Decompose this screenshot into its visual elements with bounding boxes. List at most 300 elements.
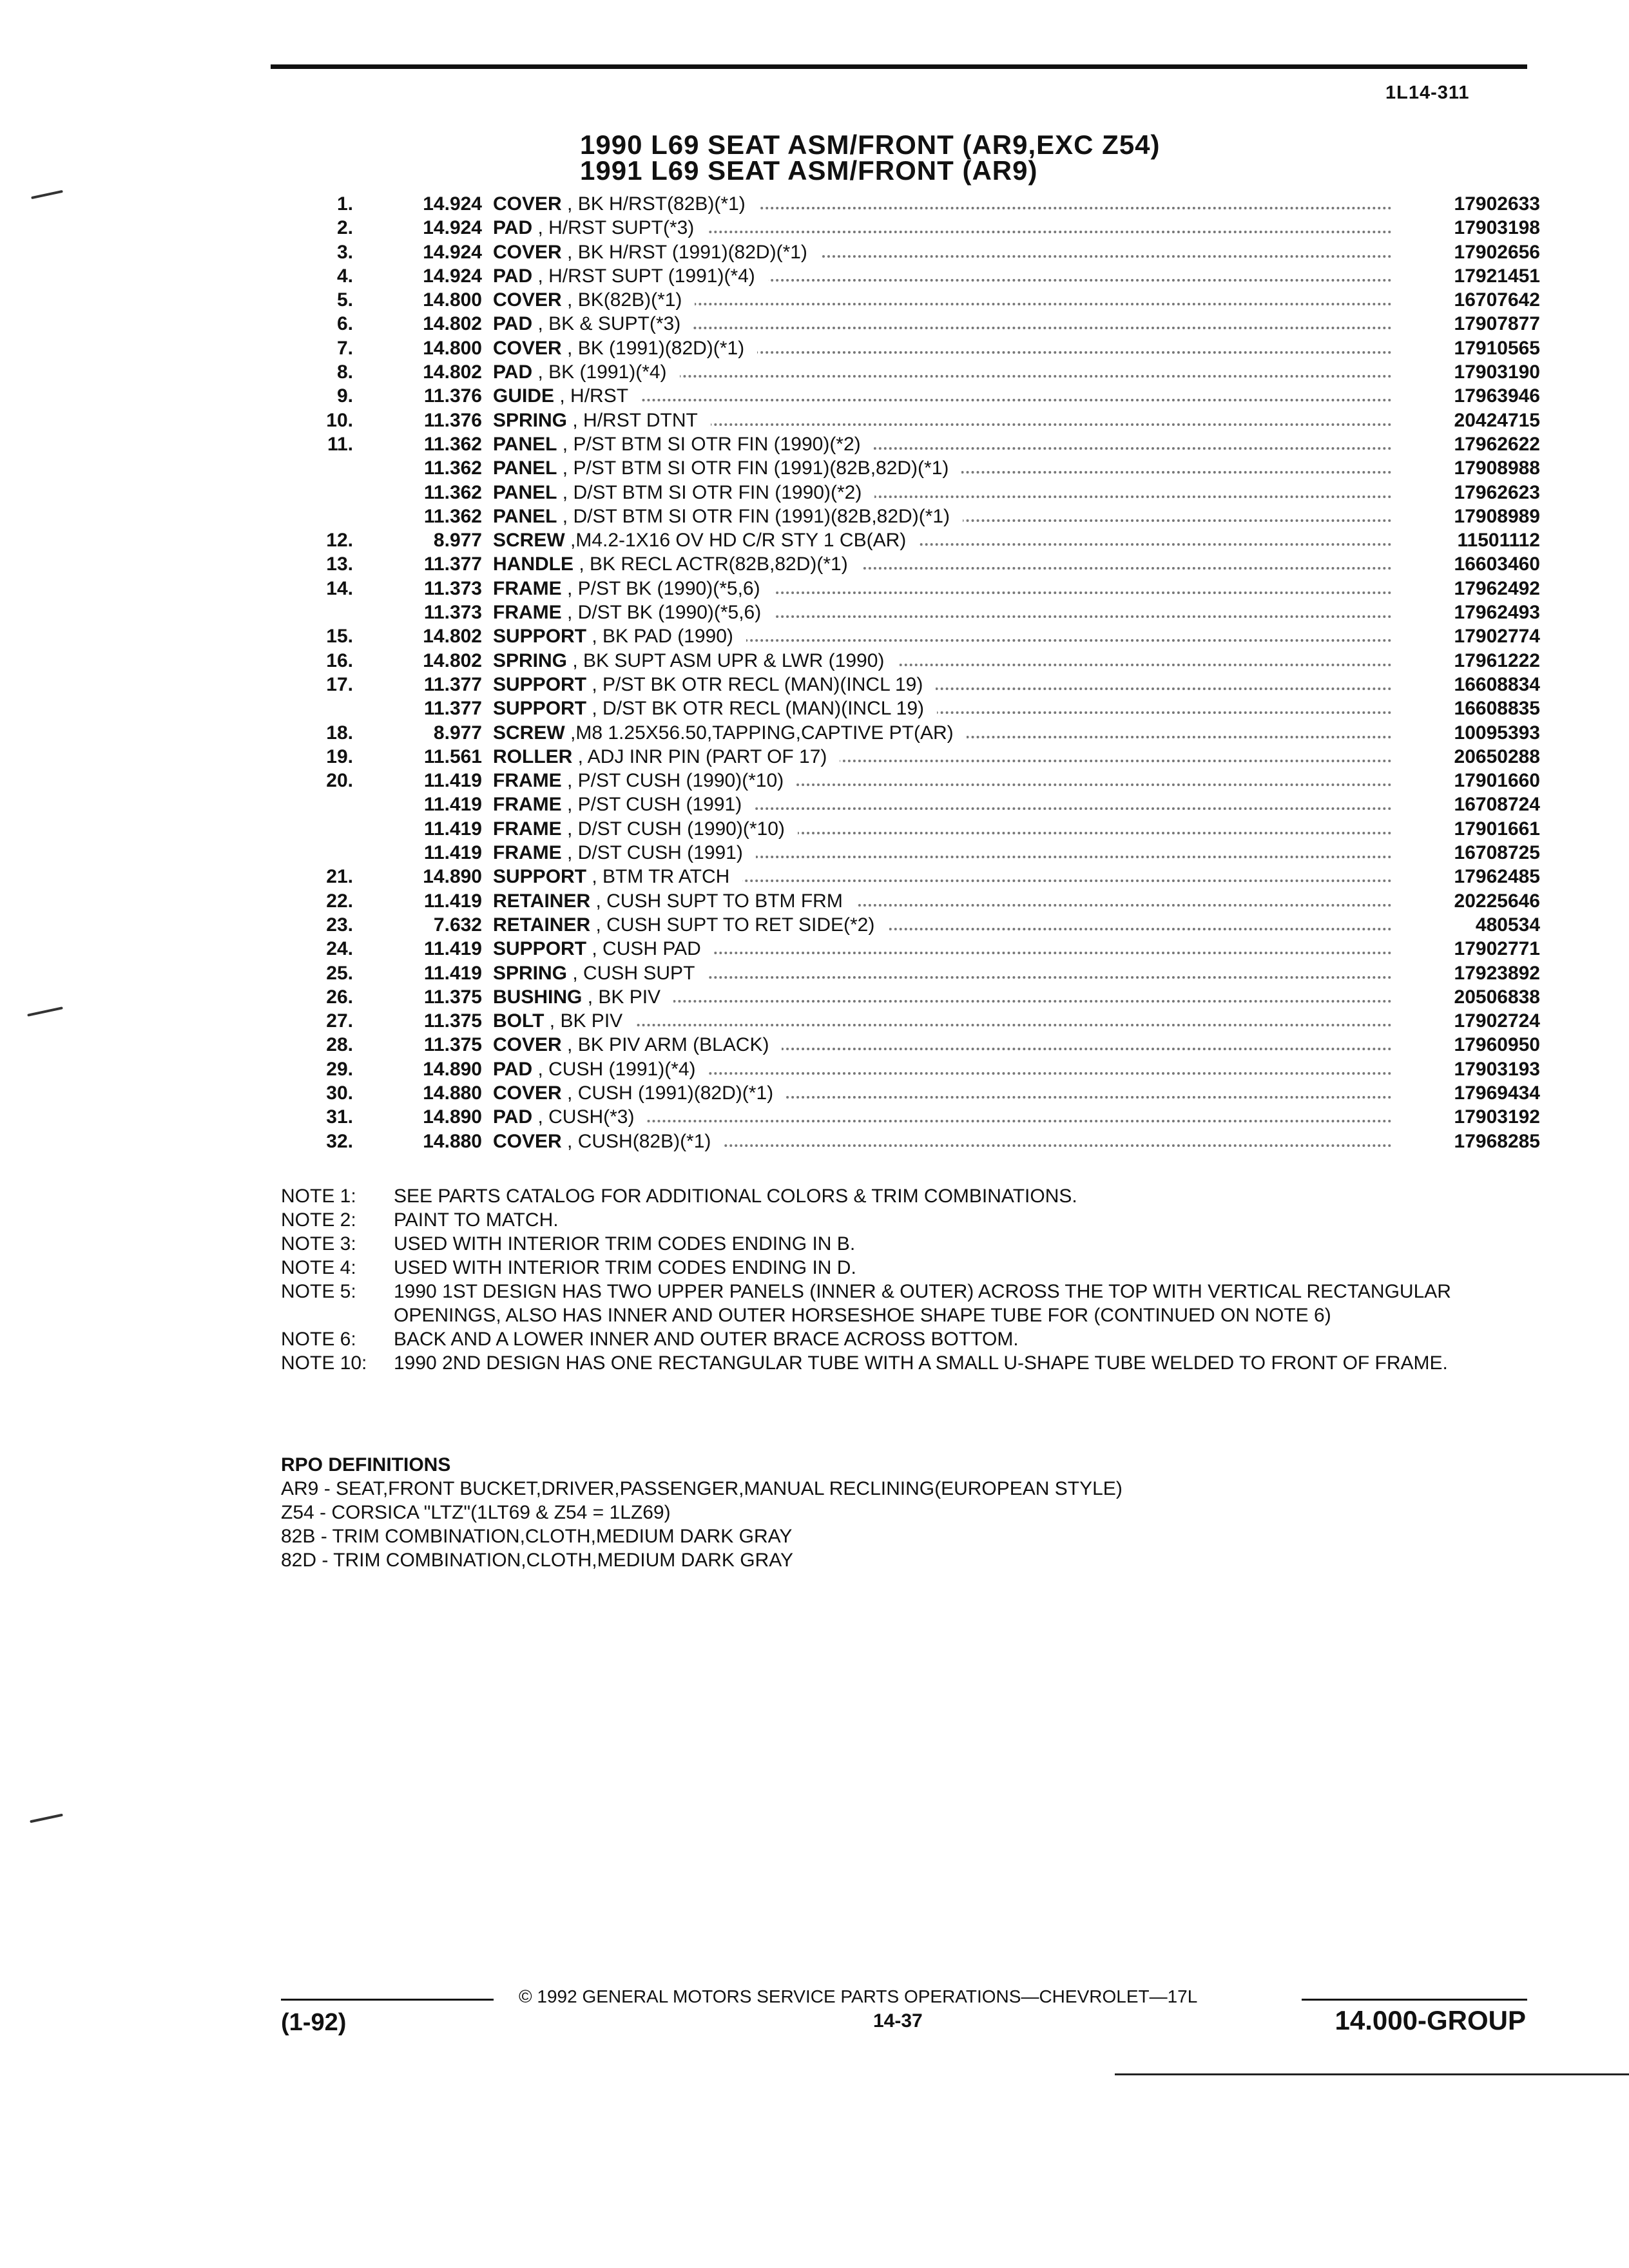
item-number: 3. [336, 241, 353, 263]
item-number: 31. [326, 1106, 353, 1128]
part-name: COVER [493, 1130, 562, 1152]
part-number: 17960950 [1454, 1034, 1540, 1056]
part-number: 11501112 [1457, 530, 1540, 552]
part-row [296, 336, 1540, 360]
part-row [296, 624, 1540, 648]
part-number: 17923892 [1454, 962, 1540, 984]
item-number: 6. [336, 313, 353, 335]
description-text [493, 986, 673, 1008]
part-number: 17962492 [1454, 577, 1540, 599]
description-text [493, 578, 773, 599]
item-number: 4. [336, 265, 353, 287]
part-description [493, 577, 1392, 601]
part-row [296, 817, 1540, 841]
note-text: USED WITH INTERIOR TRIM CODES ENDING IN D. [394, 1257, 856, 1278]
item-number: 26. [326, 986, 353, 1008]
description-text [493, 602, 774, 623]
part-description [493, 1009, 1392, 1033]
part-name: ROLLER [493, 745, 573, 767]
part-row [296, 505, 1540, 528]
group-number: 11.362 [423, 505, 482, 527]
description-text [493, 842, 756, 863]
part-number: 10095393 [1454, 722, 1540, 744]
part-row [296, 913, 1540, 937]
item-number: 1. [336, 193, 353, 215]
part-row [296, 937, 1540, 961]
part-name: SCREW [493, 722, 565, 744]
part-row [296, 577, 1540, 601]
item-number: 29. [326, 1058, 353, 1080]
item-number: 16. [326, 649, 353, 671]
group-number: 14.924 [423, 217, 482, 239]
note-label: NOTE 1: [281, 1186, 356, 1207]
description-text [493, 722, 967, 744]
part-number: 17901661 [1454, 818, 1540, 840]
part-description [493, 216, 1392, 240]
description-text [493, 1059, 709, 1080]
description-text [493, 553, 861, 575]
group-number: 14.802 [423, 649, 482, 671]
title-line-1: 1990 L69 SEAT ASM/FRONT (AR9,EXC Z54) [580, 130, 1161, 160]
group-number: 14.890 [423, 1058, 482, 1080]
part-name: PANEL [493, 481, 557, 503]
part-row [296, 1081, 1540, 1105]
item-number: 25. [326, 962, 353, 984]
item-number: 12. [326, 530, 353, 552]
part-number: 17908988 [1454, 457, 1540, 479]
part-description [493, 1129, 1392, 1153]
part-description [493, 624, 1392, 648]
part-number: 17901660 [1454, 770, 1540, 792]
footer-rule-left [281, 1999, 494, 2001]
description-text [493, 1010, 635, 1032]
item-number: 17. [326, 673, 353, 695]
part-name: RETAINER [493, 890, 591, 912]
part-row [296, 865, 1540, 889]
description-text [493, 963, 708, 984]
part-description [493, 673, 1392, 697]
part-number: 17903198 [1454, 217, 1540, 239]
description-text [493, 818, 798, 840]
part-description [493, 408, 1392, 432]
group-number: 11.362 [423, 433, 482, 455]
part-row [296, 985, 1540, 1009]
group-number: 14.880 [423, 1130, 482, 1152]
part-description [493, 240, 1392, 264]
part-row [296, 264, 1540, 288]
item-number: 8. [336, 361, 353, 383]
description-text [493, 770, 796, 791]
part-number: 17902724 [1454, 1010, 1540, 1032]
group-number: 11.362 [423, 457, 482, 479]
part-detail: , BK (1991)(*4) [537, 361, 667, 383]
group-number: 14.802 [423, 313, 482, 335]
part-name: RETAINER [493, 914, 591, 936]
part-name: FRAME [493, 577, 562, 599]
group-number: 14.802 [423, 626, 482, 648]
part-name: PAD [493, 1106, 533, 1128]
part-detail: , CUSH PAD [592, 938, 701, 960]
part-name: PAD [493, 361, 533, 383]
part-row [296, 649, 1540, 673]
part-name: SUPPORT [493, 673, 587, 695]
page-number: 14-37 [873, 2010, 923, 2032]
part-detail: , CUSH(82B)(*1) [567, 1130, 711, 1152]
part-row [296, 841, 1540, 865]
note-row [281, 1184, 1505, 1208]
part-detail: , BK PIV [549, 1010, 623, 1032]
part-number: 17962493 [1454, 602, 1540, 624]
item-number: 19. [326, 745, 353, 767]
part-description [493, 841, 1392, 865]
note-text: 1990 2ND DESIGN HAS ONE RECTANGULAR TUBE WITH A SMALL U-SHAPE TUBE WELDED TO FRONT OF FRAME. [394, 1352, 1448, 1374]
part-detail: , BTM TR ATCH [592, 866, 730, 888]
group-number: 11.373 [423, 577, 482, 599]
part-detail: , H/RST DTNT [572, 409, 698, 431]
part-row [296, 961, 1540, 985]
description-text [493, 890, 856, 912]
part-description [493, 913, 1392, 937]
group-number: 11.561 [423, 745, 482, 767]
part-number: 17902656 [1454, 241, 1540, 263]
part-description [493, 336, 1392, 360]
group-number: 11.377 [423, 673, 482, 695]
part-description [493, 769, 1392, 793]
item-number: 20. [326, 770, 353, 792]
part-name: HANDLE [493, 553, 574, 575]
group-number: 11.419 [423, 890, 482, 912]
description-text [493, 289, 695, 311]
part-description [493, 1057, 1392, 1081]
part-name: COVER [493, 193, 562, 215]
part-row [296, 240, 1540, 264]
item-number: 32. [326, 1130, 353, 1152]
note-label: NOTE 4: [281, 1257, 356, 1278]
part-row [296, 889, 1540, 913]
parts-list [296, 192, 1540, 1153]
part-row [296, 601, 1540, 624]
part-detail: , CUSH SUPT TO RET SIDE(*2) [595, 914, 875, 936]
description-text [493, 698, 937, 719]
part-number: 17969434 [1454, 1082, 1540, 1104]
group-number: 14.802 [423, 361, 482, 383]
group-number: 11.419 [423, 770, 482, 792]
part-name: COVER [493, 289, 562, 311]
part-number: 16707642 [1454, 289, 1540, 311]
part-number: 20650288 [1454, 745, 1540, 767]
part-number: 16603460 [1454, 553, 1540, 575]
part-row [296, 456, 1540, 480]
part-detail: , D/ST BK (1990)(*5,6) [567, 602, 762, 624]
part-number: 16708725 [1454, 842, 1540, 864]
note-text: PAINT TO MATCH. [394, 1209, 559, 1231]
group-number: 11.419 [423, 842, 482, 864]
description-text [493, 794, 755, 815]
part-name: FRAME [493, 842, 562, 864]
footer-rule-right [1302, 1999, 1527, 2001]
group-number: 11.377 [423, 553, 482, 575]
part-name: FRAME [493, 818, 562, 840]
item-number: 24. [326, 938, 353, 960]
part-name: FRAME [493, 794, 562, 816]
notes-section [281, 1184, 1505, 1375]
part-detail: , H/RST SUPT (1991)(*4) [537, 265, 755, 287]
part-detail: , D/ST CUSH (1991) [567, 842, 743, 864]
part-name: GUIDE [493, 385, 555, 407]
description-text [493, 217, 707, 238]
part-number: 17902774 [1454, 626, 1540, 648]
part-description [493, 793, 1392, 816]
part-detail: , BK SUPT ASM UPR & LWR (1990) [572, 649, 885, 671]
part-number: 17902771 [1454, 938, 1540, 960]
part-name: PAD [493, 265, 533, 287]
part-detail: , H/RST SUPT(*3) [537, 217, 695, 239]
part-detail: , P/ST CUSH (1991) [567, 794, 742, 816]
part-description [493, 1105, 1392, 1129]
part-number: 17908989 [1454, 505, 1540, 527]
group-number: 14.890 [423, 866, 482, 888]
group-number: 14.924 [423, 265, 482, 287]
description-text [493, 1106, 647, 1128]
part-detail: , P/ST BK (1990)(*5,6) [567, 577, 760, 599]
note-label: NOTE 2: [281, 1209, 356, 1231]
description-text [493, 914, 887, 936]
description-text [493, 265, 768, 287]
page-code: 1L14-311 [1385, 82, 1470, 103]
part-row [296, 481, 1540, 505]
part-name: COVER [493, 241, 562, 263]
part-number: 20225646 [1454, 890, 1540, 912]
part-row [296, 360, 1540, 384]
note-row [281, 1208, 1505, 1232]
description-text [493, 361, 680, 383]
part-number: 17968285 [1454, 1130, 1540, 1152]
part-row [296, 1057, 1540, 1081]
part-description [493, 745, 1392, 769]
note-label: NOTE 6: [281, 1329, 356, 1350]
part-name: SPRING [493, 962, 568, 984]
item-number: 22. [326, 890, 353, 912]
part-row [296, 384, 1540, 408]
part-number: 17961222 [1454, 649, 1540, 671]
note-text: BACK AND A LOWER INNER AND OUTER BRACE ACROSS BOTTOM. [394, 1329, 1019, 1350]
item-number: 13. [326, 553, 353, 575]
group-number: 14.924 [423, 241, 482, 263]
group-number: 11.377 [423, 698, 482, 720]
part-name: SUPPORT [493, 698, 587, 720]
part-detail: , D/ST BK OTR RECL (MAN)(INCL 19) [592, 698, 924, 720]
part-row [296, 312, 1540, 336]
top-rule [271, 64, 1527, 69]
description-text [493, 434, 874, 455]
margin-mark [30, 1814, 63, 1823]
part-name: SUPPORT [493, 626, 587, 648]
item-number: 30. [326, 1082, 353, 1104]
part-row [296, 216, 1540, 240]
part-description [493, 528, 1392, 552]
item-number: 23. [326, 914, 353, 936]
item-number: 10. [326, 409, 353, 431]
item-number: 11. [327, 433, 353, 455]
copyright-notice: © 1992 GENERAL MOTORS SERVICE PARTS OPERATIONS—CHEVROLET—17L [519, 1986, 1198, 2006]
note-row [281, 1256, 1505, 1280]
part-number: 17907877 [1454, 313, 1540, 335]
item-number: 15. [326, 626, 353, 648]
description-text [493, 650, 897, 671]
item-number: 18. [326, 722, 353, 744]
part-detail: , H/RST [559, 385, 629, 407]
rpo-item: AR9 - SEAT,FRONT BUCKET,DRIVER,PASSENGER,MANUAL RECLINING(EUROPEAN STYLE) [281, 1478, 1123, 1499]
part-row [296, 721, 1540, 745]
part-description [493, 937, 1392, 961]
part-row [296, 528, 1540, 552]
description-text [493, 938, 714, 959]
part-description [493, 1033, 1392, 1057]
part-description [493, 432, 1392, 456]
part-description [493, 360, 1392, 384]
part-number: 17903193 [1454, 1058, 1540, 1080]
description-text [493, 506, 963, 527]
description-text [493, 482, 874, 503]
part-description [493, 552, 1392, 576]
item-number: 21. [326, 866, 353, 888]
note-label: NOTE 10: [281, 1352, 367, 1374]
group-number: 11.375 [423, 1010, 482, 1032]
part-number: 17962622 [1454, 433, 1540, 455]
part-description [493, 817, 1392, 841]
part-row [296, 192, 1540, 216]
part-number: 16708724 [1454, 794, 1540, 816]
part-row [296, 552, 1540, 576]
item-number: 5. [336, 289, 353, 311]
rpo-item: Z54 - CORSICA "LTZ"(1LT69 & Z54 = 1LZ69) [281, 1502, 671, 1523]
group-number: 14.890 [423, 1106, 482, 1128]
part-detail: , BK(82B)(*1) [567, 289, 682, 311]
part-row [296, 1129, 1540, 1153]
description-text [493, 626, 746, 647]
title-line-2: 1991 L69 SEAT ASM/FRONT (AR9) [580, 155, 1038, 186]
part-number: 20506838 [1454, 986, 1540, 1008]
note-text: SEE PARTS CATALOG FOR ADDITIONAL COLORS & TRIM COMBINATIONS. [394, 1186, 1077, 1207]
part-number: 480534 [1475, 914, 1540, 936]
part-row [296, 793, 1540, 816]
part-detail: , ADJ INR PIN (PART OF 17) [577, 745, 827, 767]
part-name: COVER [493, 337, 562, 359]
description-text [493, 410, 711, 431]
part-name: SCREW [493, 530, 565, 552]
note-label: NOTE 5: [281, 1281, 356, 1302]
description-text [493, 1034, 782, 1055]
part-description [493, 865, 1392, 889]
group-number: 14.924 [423, 193, 482, 215]
part-detail: , P/ST BK OTR RECL (MAN)(INCL 19) [592, 673, 923, 695]
description-text [493, 866, 742, 887]
part-detail: , D/ST CUSH (1990)(*10) [567, 818, 785, 840]
part-detail: , CUSH SUPT [572, 962, 695, 984]
part-description [493, 192, 1392, 216]
part-detail: ,M4.2-1X16 OV HD C/R STY 1 CB(AR) [570, 530, 907, 552]
part-number: 17963946 [1454, 385, 1540, 407]
part-description [493, 1081, 1392, 1105]
part-description [493, 384, 1392, 408]
description-text [493, 193, 758, 215]
part-description [493, 456, 1392, 480]
group-number: 7.632 [433, 914, 482, 936]
part-number: 20424715 [1454, 409, 1540, 431]
part-name: PANEL [493, 457, 557, 479]
part-detail: , D/ST BTM SI OTR FIN (1991)(82B,82D)(*1) [562, 505, 950, 527]
rpo-definitions [281, 1453, 1505, 1572]
part-name: PAD [493, 313, 533, 335]
group-number: 8.977 [433, 530, 482, 552]
part-name: FRAME [493, 602, 562, 624]
description-text [493, 242, 820, 263]
item-number: 28. [326, 1034, 353, 1056]
group-number: 11.375 [423, 986, 482, 1008]
group-number: 14.800 [423, 337, 482, 359]
group-number: 11.376 [423, 385, 482, 407]
group-number: 11.375 [423, 1034, 482, 1056]
revision-date: (1-92) [281, 2009, 347, 2036]
description-text [493, 674, 936, 695]
note-row [281, 1351, 1505, 1375]
group-number: 11.419 [423, 794, 482, 816]
part-description [493, 889, 1392, 913]
part-row [296, 408, 1540, 432]
part-description [493, 288, 1392, 312]
part-detail: , P/ST CUSH (1990)(*10) [567, 770, 784, 792]
part-detail: , CUSH (1991)(82D)(*1) [567, 1082, 774, 1104]
part-description [493, 961, 1392, 985]
part-row [296, 1033, 1540, 1057]
part-number: 17910565 [1454, 337, 1540, 359]
item-number: 14. [326, 577, 353, 599]
description-text [493, 530, 919, 551]
part-name: BOLT [493, 1010, 545, 1032]
part-description [493, 312, 1392, 336]
part-description [493, 985, 1392, 1009]
description-text [493, 338, 757, 359]
note-label: NOTE 3: [281, 1233, 356, 1254]
group-number: 11.419 [423, 962, 482, 984]
group-label: 14.000-GROUP [1335, 2005, 1526, 2035]
part-detail: , BK (1991)(82D)(*1) [567, 337, 745, 359]
group-number: 11.419 [423, 938, 482, 960]
part-name: PANEL [493, 505, 557, 527]
part-detail: , BK PAD (1990) [592, 626, 733, 648]
note-text: USED WITH INTERIOR TRIM CODES ENDING IN B. [394, 1233, 856, 1254]
part-row [296, 1009, 1540, 1033]
part-name: SPRING [493, 409, 568, 431]
part-detail: , CUSH(*3) [537, 1106, 635, 1128]
part-description [493, 601, 1392, 624]
part-description [493, 264, 1392, 288]
part-number: 17921451 [1454, 265, 1540, 287]
description-text [493, 385, 641, 407]
part-detail: , BK H/RST(82B)(*1) [567, 193, 746, 215]
part-description [493, 697, 1392, 720]
group-number: 11.373 [423, 602, 482, 624]
part-detail: , P/ST BTM SI OTR FIN (1990)(*2) [562, 433, 861, 455]
part-detail: , P/ST BTM SI OTR FIN (1991)(82B,82D)(*1) [562, 457, 949, 479]
group-number: 14.800 [423, 289, 482, 311]
part-detail: , CUSH (1991)(*4) [537, 1058, 696, 1080]
part-row [296, 745, 1540, 769]
part-description [493, 649, 1392, 673]
group-number: 14.880 [423, 1082, 482, 1104]
part-name: PANEL [493, 433, 557, 455]
part-number: 17962485 [1454, 866, 1540, 888]
